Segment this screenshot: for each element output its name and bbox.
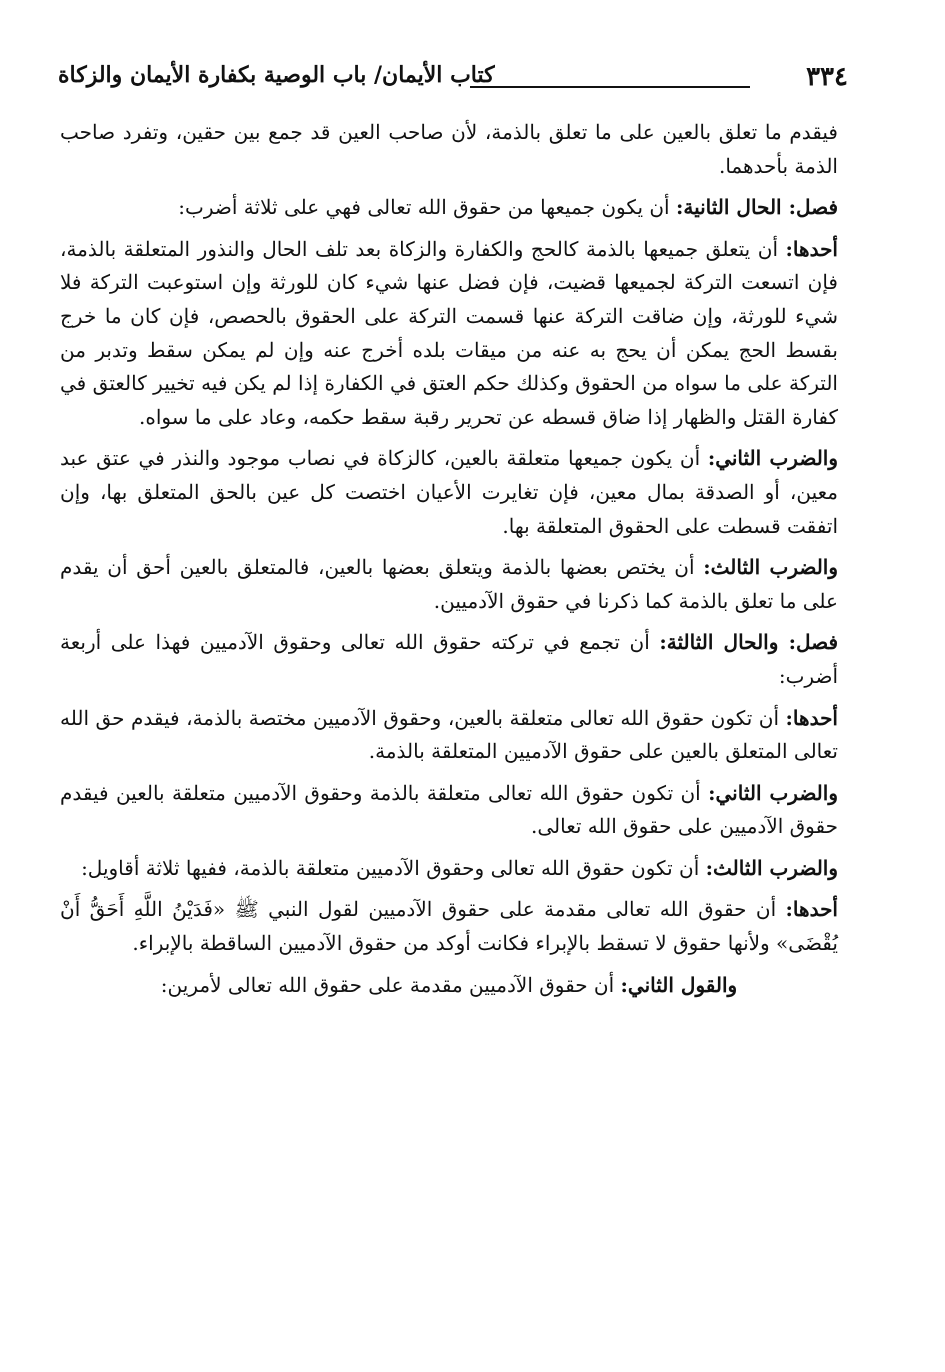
paragraph-10	[60, 893, 838, 960]
page-number: ٣٣٤	[806, 62, 848, 92]
running-title: كتاب الأيمان/ باب الوصية بكفارة الأيمان والزكاة	[58, 62, 495, 88]
paragraph-label: والضرب الثاني:	[707, 446, 838, 471]
paragraph-text: أن يكون جميعها متعلقة بالعين، كالزكاة في نصاب موجود والنذر في عتق عبد معين، أو الصدقة بمال معين، فإن تغايرت الأعيان اختصت كل عين بالحق المتعلق بها، وإن اتفقت قسطت على الحقوق المتعلقة بها.	[60, 446, 838, 538]
paragraph-label: والضرب الثاني:	[708, 780, 838, 805]
paragraph-label: والضرب الثالث:	[703, 555, 839, 580]
paragraph-7	[60, 702, 838, 769]
paragraph-3	[60, 233, 838, 435]
paragraph-text: فيقدم ما تعلق بالعين على ما تعلق بالذمة، لأن صاحب العين قد جمع بين حقين، وتفرد صاحب الذمة بأحدهما.	[60, 120, 838, 178]
paragraph-text: أن يختص بعضها بالذمة ويتعلق بعضها بالعين، فالمتعلق بالعين أحق أن يقدم على ما تعلق بالذمة كما ذكرنا في حقوق الآدميين.	[60, 555, 838, 613]
paragraph-4	[60, 442, 838, 543]
paragraph-1	[60, 116, 838, 183]
paragraph-text: أن تكون حقوق الله تعالى متعلقة بالذمة وحقوق الآدميين متعلقة بالعين فيقدم حقوق الآدميين على حقوق الله تعالى.	[60, 780, 838, 839]
paragraph-text: أن حقوق الآدميين مقدمة على حقوق الله تعالى لأمرين:	[160, 972, 621, 997]
header-rule	[470, 86, 750, 88]
paragraph-text: أن يكون جميعها من حقوق الله تعالى فهي على ثلاثة أضرب:	[178, 195, 676, 220]
paragraph-label: فصل: الحال الثانية:	[675, 195, 838, 220]
paragraph-label: أحدها:	[785, 705, 838, 730]
paragraph-label: أحدها:	[785, 897, 838, 922]
paragraph-label: أحدها:	[785, 236, 838, 261]
paragraph-9	[60, 852, 838, 886]
paragraph-text: أن يتعلق جميعها بالذمة كالحج والكفارة والزكاة بعد تلف الحال والنذور المتعلقة بالذمة، فإن اتسعت التركة لجميعها قضيت، فإن فضل عنها شيء كان للورثة وإن استوعبت التركة فلا شيء للورثة، وإن ضاقت التركة عنها قسمت التركة على الحقوق بالحصص، فإن كان ما خرج بقسط الحج يمكن أن يحج به عنه من ميقات بلده أخرج عنه وإن لم يمكن سقط وتدبر من التركة على ما سواه من الحقوق وكذلك حكم العتق في الكفارة إذا لم يكن فيه تخيير كالعتق في كفارة القتل والظهار إذا ضاق قسطه عن تحرير رقبة سقط حكمه، وعاد على ما سواه.	[60, 236, 838, 429]
paragraph-2	[60, 191, 838, 225]
paragraph-text: أن حقوق الله تعالى مقدمة على حقوق الآدميين لقول النبي ﷺ «فَدَيْنُ اللَّهِ أَحَقُّ أَنْ يُقْضَى» ولأنها حقوق لا تسقط بالإبراء فكانت أوكد من حقوق الآدميين الساقطة بالإبراء.	[60, 897, 838, 956]
page-header	[58, 56, 848, 100]
paragraph-label: والقول الثاني:	[620, 972, 738, 997]
paragraph-text: أن تكون حقوق الله تعالى وحقوق الآدميين متعلقة بالذمة، ففيها ثلاثة أقاويل:	[81, 855, 706, 880]
paragraph-6	[60, 626, 838, 693]
paragraph-label: والضرب الثالث:	[705, 855, 838, 880]
paragraph-text: أن تجمع في تركته حقوق الله تعالى وحقوق الآدميين فهذا على أربعة أضرب:	[60, 630, 838, 688]
paragraph-5	[60, 551, 838, 618]
paragraph-11	[60, 969, 838, 1003]
paragraph-label: فصل: والحال الثالثة:	[659, 630, 839, 655]
body-text	[60, 116, 838, 1010]
paragraph-text: أن تكون حقوق الله تعالى متعلقة بالعين، وحقوق الآدميين مختصة بالذمة، فيقدم حق الله تعالى المتعلق بالعين على حقوق الآدميين المتعلقة بالذمة.	[60, 705, 838, 764]
paragraph-8	[60, 777, 838, 844]
